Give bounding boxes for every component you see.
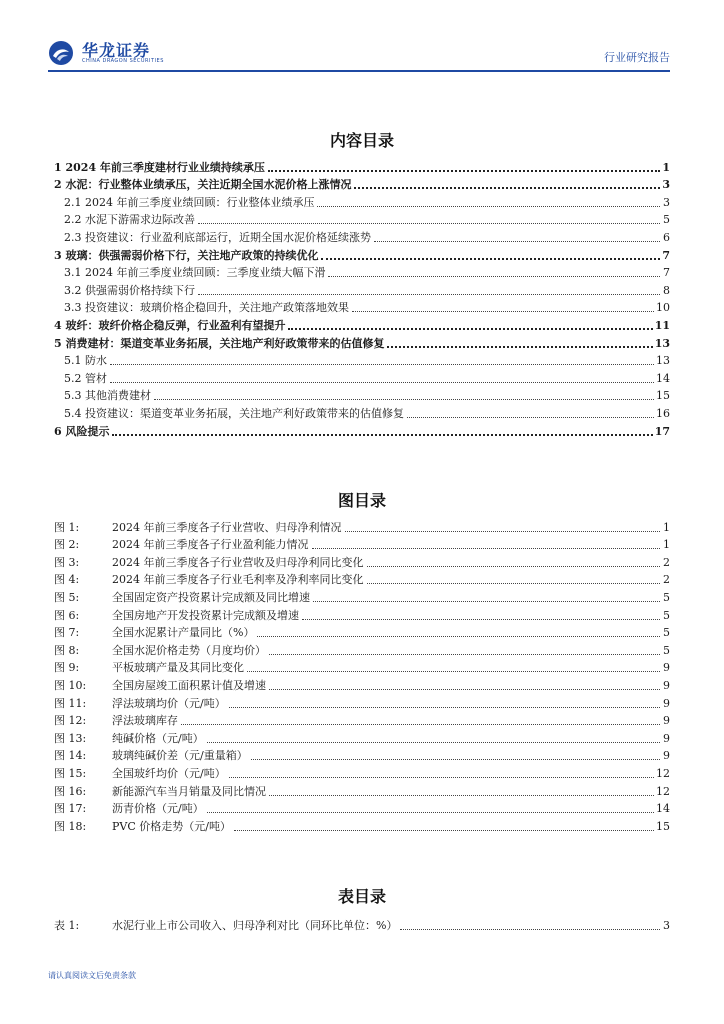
toc-entry-label: 5.1 防水: [64, 354, 107, 368]
table-list: [54, 915, 670, 933]
table-of-contents: [54, 157, 670, 439]
dot-leader: [181, 724, 660, 725]
toc-entry-label: 3.1 2024 年前三季度业绩回顾：三季度业绩大幅下滑: [64, 266, 326, 280]
tables-entry[interactable]: [54, 915, 670, 933]
toc-entry-label: 4 玻纤：玻纤价格企稳反弹，行业盈利有望提升: [54, 318, 286, 332]
company-logo-icon: [48, 40, 74, 66]
figures-entry-number: 图 18:: [54, 819, 87, 833]
toc-entry[interactable]: [54, 333, 670, 351]
figures-entry-number: 图 1:: [54, 520, 80, 534]
brand-name-english: CHINA DRAGON SECURITIES: [82, 58, 164, 64]
toc-entry-label: 3.3 投资建议：玻璃价格企稳回升，关注地产政策落地效果: [64, 301, 349, 315]
toc-entry[interactable]: [54, 386, 670, 404]
toc-entry[interactable]: [54, 298, 670, 316]
figure-list: [54, 517, 670, 834]
figures-entry[interactable]: [54, 693, 670, 711]
figures-entry-number: 图 4:: [54, 573, 80, 587]
toc-entry-label: 5.2 管材: [64, 371, 107, 385]
dot-leader: [354, 187, 660, 189]
figures-entry-page: 9: [663, 661, 670, 675]
toc-entry[interactable]: [54, 227, 670, 245]
dot-leader: [251, 759, 660, 760]
figures-entry[interactable]: [54, 570, 670, 588]
dot-leader: [110, 382, 654, 383]
figures-entry-number: 图 8:: [54, 643, 80, 657]
figures-entry-label: PVC 价格走势（元/吨）: [112, 819, 231, 833]
toc-entry-page: 5: [663, 213, 670, 227]
figures-entry-page: 15: [656, 819, 670, 833]
figures-entry-label: 全国固定资产投资累计完成额及同比增速: [112, 590, 310, 604]
toc-entry-label: 5.4 投资建议：渠道变革业务拓展，关注地产利好政策带来的估值修复: [64, 406, 404, 420]
dot-leader: [269, 689, 660, 690]
toc-entry-page: 7: [663, 266, 670, 280]
figures-entry-page: 5: [663, 626, 670, 640]
toc-entry[interactable]: [54, 263, 670, 281]
figures-entry[interactable]: [54, 517, 670, 535]
figures-entry-page: 9: [663, 731, 670, 745]
toc-entry[interactable]: [54, 315, 670, 333]
figures-entry-number: 图 14:: [54, 749, 87, 763]
figures-entry[interactable]: [54, 658, 670, 676]
figures-entry[interactable]: [54, 605, 670, 623]
dot-leader: [110, 364, 654, 365]
dot-leader: [198, 223, 660, 224]
table-list-title: 表目录: [337, 887, 386, 906]
dot-leader: [112, 434, 652, 436]
figures-entry[interactable]: [54, 781, 670, 799]
dot-leader: [257, 636, 660, 637]
figures-entry-label: 新能源汽车当月销量及同比情况: [112, 784, 266, 798]
figures-entry-page: 5: [663, 643, 670, 657]
figures-entry[interactable]: [54, 587, 670, 605]
dot-leader: [313, 601, 660, 602]
figures-entry-page: 9: [663, 749, 670, 763]
toc-entry-page: 6: [663, 230, 670, 244]
figures-entry-number: 图 13:: [54, 731, 87, 745]
figures-entry[interactable]: [54, 535, 670, 553]
figures-entry-number: 图 11:: [54, 696, 87, 710]
figures-entry[interactable]: [54, 675, 670, 693]
toc-entry-label: 2 水泥：行业整体业绩承压，关注近期全国水泥价格上涨情况: [54, 178, 352, 192]
dot-leader: [352, 311, 654, 312]
figures-entry-number: 图 12:: [54, 714, 87, 728]
dot-leader: [367, 583, 661, 584]
tables-entry-label: 水泥行业上市公司收入、归母净利对比（同环比单位：%）: [112, 918, 398, 932]
tables-entry-page: 3: [663, 918, 670, 932]
figures-entry-page: 14: [656, 802, 670, 816]
toc-entry-page: 3: [663, 195, 670, 209]
figures-entry-label: 2024 年前三季度各子行业毛利率及净利率同比变化: [112, 573, 364, 587]
toc-entry[interactable]: [54, 192, 670, 210]
figures-entry-label: 2024 年前三季度各子行业营收、归母净利情况: [112, 520, 342, 534]
toc-entry[interactable]: [54, 245, 670, 263]
toc-entry-label: 2.3 投资建议：行业盈利底部运行，近期全国水泥价格延续涨势: [64, 230, 371, 244]
dot-leader: [247, 671, 660, 672]
figures-entry[interactable]: [54, 799, 670, 817]
toc-entry[interactable]: [54, 368, 670, 386]
toc-entry-page: 1: [662, 160, 670, 174]
figure-list-title: 图目录: [337, 491, 386, 510]
figures-entry-page: 1: [663, 520, 670, 534]
dot-leader: [302, 619, 660, 620]
figures-entry-number: 图 15:: [54, 766, 87, 780]
figures-entry-page: 1: [663, 538, 670, 552]
dot-leader: [367, 566, 661, 567]
toc-entry-page: 3: [662, 178, 670, 192]
toc-entry-label: 2.2 水泥下游需求边际改善: [64, 213, 195, 227]
toc-entry[interactable]: [54, 210, 670, 228]
toc-entry-page: 17: [654, 424, 670, 438]
dot-leader: [207, 742, 660, 743]
toc-entry[interactable]: [54, 175, 670, 193]
figures-entry-label: 纯碱价格（元/吨）: [112, 731, 204, 745]
figures-entry[interactable]: [54, 640, 670, 658]
figures-entry-label: 全国房地产开发投资累计完成额及增速: [112, 608, 299, 622]
header-divider: [48, 70, 670, 72]
figures-entry-page: 12: [656, 766, 670, 780]
dot-leader: [229, 777, 654, 778]
dot-leader: [269, 795, 654, 796]
dot-leader: [374, 241, 660, 242]
toc-entry-label: 5.3 其他消费建材: [64, 389, 151, 403]
figures-entry-page: 12: [656, 784, 670, 798]
figures-entry-label: 全国玻纤均价（元/吨）: [112, 766, 226, 780]
dot-leader: [198, 294, 660, 295]
toc-entry[interactable]: [54, 421, 670, 439]
figures-entry-label: 沥青价格（元/吨）: [112, 802, 204, 816]
figures-entry[interactable]: [54, 746, 670, 764]
figures-entry-number: 图 6:: [54, 608, 80, 622]
figures-entry[interactable]: [54, 552, 670, 570]
figures-entry-label: 全国水泥价格走势（月度均价）: [112, 643, 266, 657]
figures-entry-number: 图 10:: [54, 678, 87, 692]
dot-leader: [268, 170, 660, 172]
figures-entry-label: 浮法玻璃库存: [112, 714, 178, 728]
figures-entry-page: 9: [663, 714, 670, 728]
toc-entry-page: 16: [656, 406, 670, 420]
figures-entry-label: 平板玻璃产量及其同比变化: [112, 661, 244, 675]
figures-entry-label: 全国水泥累计产量同比（%）: [112, 626, 255, 640]
dot-leader: [154, 399, 654, 400]
toc-entry-page: 14: [656, 371, 670, 385]
toc-entry-page: 15: [656, 389, 670, 403]
toc-entry[interactable]: [54, 403, 670, 421]
toc-entry-page: 10: [656, 301, 670, 315]
figures-entry-page: 5: [663, 608, 670, 622]
toc-entry[interactable]: [54, 351, 670, 369]
footer-disclaimer: 请认真阅读文后免责条款: [48, 971, 136, 980]
figures-entry-page: 2: [663, 555, 670, 569]
dot-leader: [234, 830, 654, 831]
figures-entry-number: 图 17:: [54, 802, 87, 816]
dot-leader: [317, 206, 660, 207]
dot-leader: [387, 346, 652, 348]
toc-entry-page: 8: [663, 283, 670, 297]
toc-entry-label: 6 风险提示: [54, 424, 110, 438]
figures-entry-number: 图 3:: [54, 555, 80, 569]
dot-leader: [328, 276, 660, 277]
toc-title: 内容目录: [329, 131, 394, 150]
brand-name: 华龙证券: [82, 41, 151, 60]
toc-entry[interactable]: [54, 280, 670, 298]
dot-leader: [229, 707, 660, 708]
dot-leader: [321, 258, 660, 260]
figures-entry-number: 图 7:: [54, 626, 80, 640]
figures-entry-label: 2024 年前三季度各子行业盈利能力情况: [112, 538, 309, 552]
toc-entry-page: 11: [654, 318, 670, 332]
figures-entry-page: 9: [663, 696, 670, 710]
toc-entry-page: 7: [662, 248, 670, 262]
toc-entry-label: 2.1 2024 年前三季度业绩回顾：行业整体业绩承压: [64, 195, 315, 209]
figures-entry[interactable]: [54, 728, 670, 746]
tables-entry-number: 表 1:: [54, 918, 80, 932]
figures-entry-number: 图 9:: [54, 661, 80, 675]
figures-entry[interactable]: [54, 711, 670, 729]
page-header: [0, 0, 724, 78]
figures-entry[interactable]: [54, 623, 670, 641]
toc-entry-label: 5 消费建材：渠道变革业务拓展，关注地产利好政策带来的估值修复: [54, 336, 385, 350]
figures-entry[interactable]: [54, 763, 670, 781]
figures-entry-page: 2: [663, 573, 670, 587]
dot-leader: [400, 929, 660, 930]
figures-entry-label: 全国房屋竣工面积累计值及增速: [112, 678, 266, 692]
figures-entry-page: 9: [663, 678, 670, 692]
dot-leader: [345, 531, 661, 532]
figures-entry-number: 图 5:: [54, 590, 80, 604]
dot-leader: [312, 548, 661, 549]
figures-entry-label: 玻璃纯碱价差（元/重量箱）: [112, 749, 248, 763]
figures-entry[interactable]: [54, 816, 670, 834]
dot-leader: [288, 328, 652, 330]
report-type-label: 行业研究报告: [604, 51, 670, 64]
toc-entry[interactable]: [54, 157, 670, 175]
dot-leader: [407, 417, 654, 418]
toc-entry-label: 1 2024 年前三季度建材行业业绩持续承压: [54, 160, 265, 174]
figures-entry-label: 2024 年前三季度各子行业营收及归母净利同比变化: [112, 555, 364, 569]
figures-entry-label: 浮法玻璃均价（元/吨）: [112, 696, 226, 710]
toc-entry-page: 13: [654, 336, 670, 350]
toc-entry-page: 13: [656, 354, 670, 368]
dot-leader: [207, 812, 654, 813]
figures-entry-page: 5: [663, 590, 670, 604]
toc-entry-label: 3.2 供强需弱价格持续下行: [64, 283, 195, 297]
toc-entry-label: 3 玻璃：供强需弱价格下行，关注地产政策的持续优化: [54, 248, 319, 262]
figures-entry-number: 图 16:: [54, 784, 87, 798]
dot-leader: [269, 654, 660, 655]
figures-entry-number: 图 2:: [54, 538, 80, 552]
